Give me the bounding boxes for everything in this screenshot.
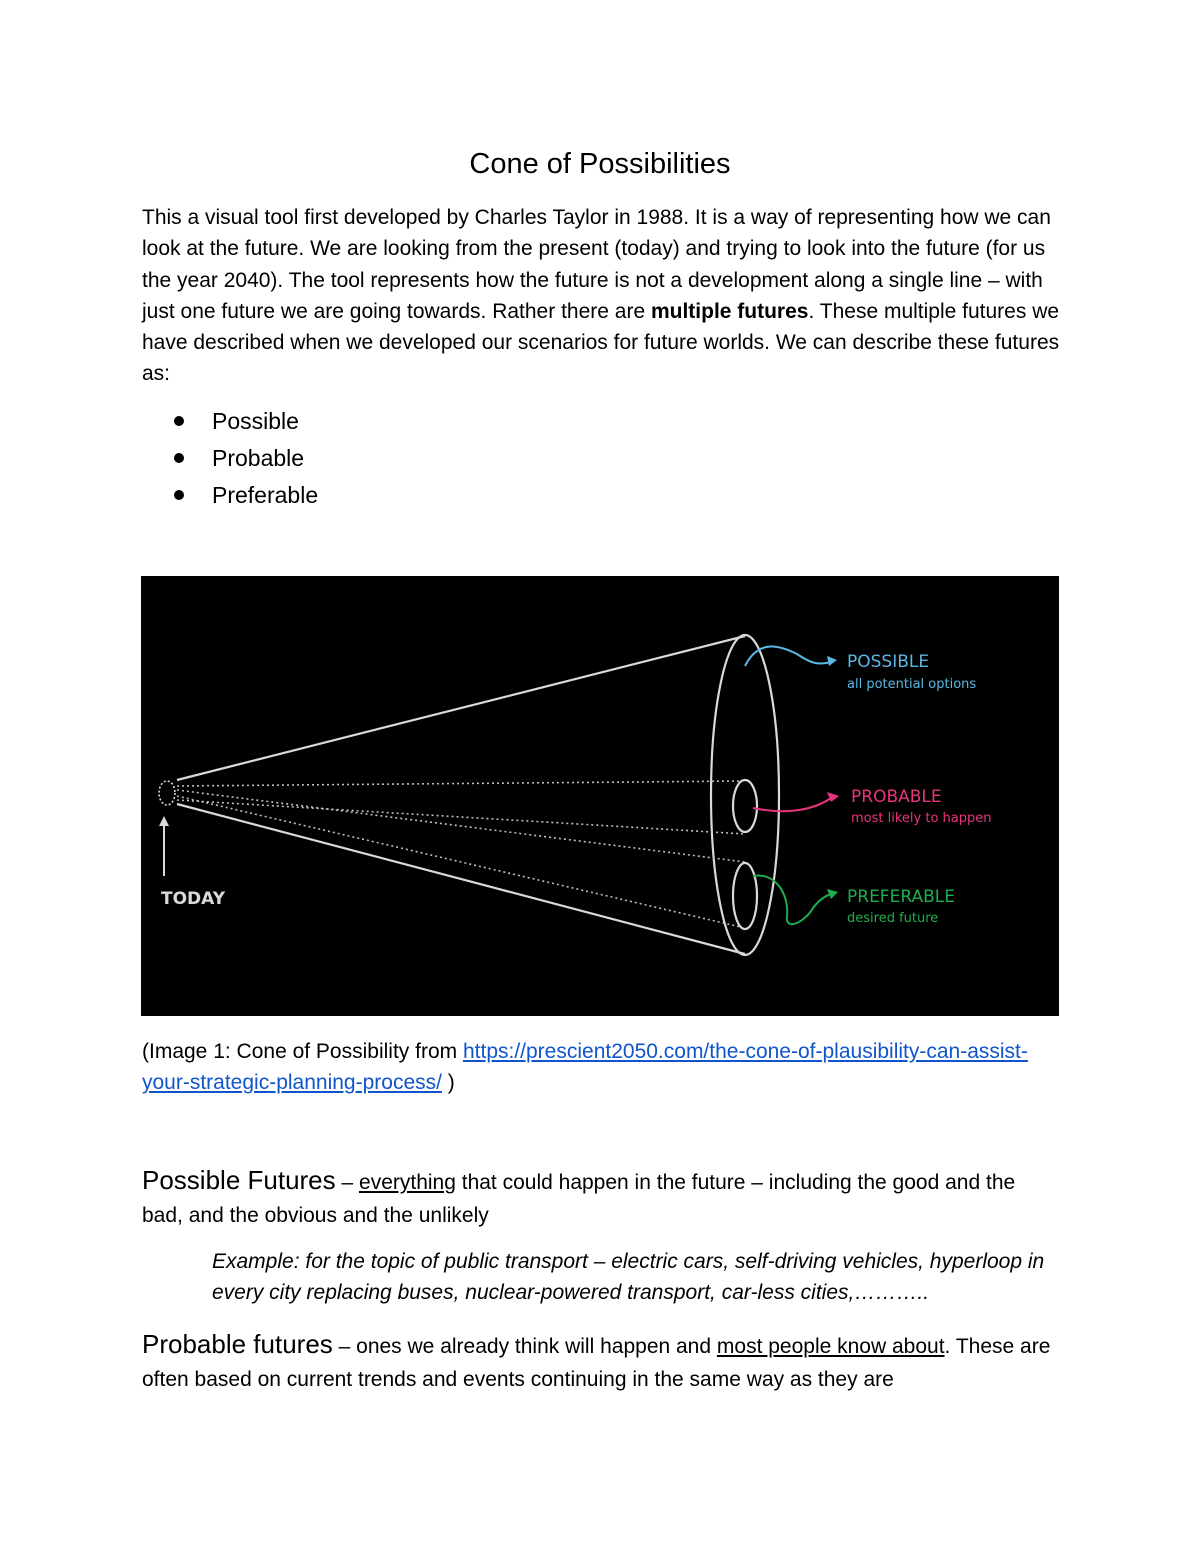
probable-top-dotted — [177, 781, 745, 786]
possible-underlined: everything — [359, 1171, 456, 1194]
possible-description: that could happen in the future – including the good and the bad, and the obvious and the unlikely — [142, 1171, 1016, 1227]
possible-dash: – — [335, 1171, 360, 1194]
caption-source-link[interactable]: https://prescient2050.com/the-cone-of-plausibility-can-assist-your-strategic-planning-process/ — [142, 1040, 1028, 1094]
preferable-title: PREFERABLE — [847, 887, 955, 907]
probable-title: PROBABLE — [851, 787, 942, 807]
preferable-bottom-dotted — [177, 796, 745, 928]
intro-text-1: This a visual tool first developed by Charles Taylor in 1988. It is a way of representing how we can look at the future. We are looking from the present (today) and trying to look into the future (for us the year 2040). The tool represents how the future is not a development along a single line – with just one future we are going towards. Rather there are — [142, 206, 1051, 323]
bullet-item-possible — [212, 406, 299, 436]
example-text: Example: for the topic of public transport – electric cars, self-driving vehicles, hyperloop in every city replacing buses, nuclear-powered transport, car-less cities,………. — [212, 1250, 1045, 1304]
transport-example — [212, 1246, 1060, 1308]
probable-text-1: – ones we already think will happen and — [332, 1335, 717, 1358]
bullet-label: Possible — [212, 408, 299, 434]
cone-of-possibilities-figure — [141, 576, 1059, 1016]
possible-futures-section — [142, 1164, 1060, 1232]
bullet-item-preferable — [212, 480, 318, 510]
intro-text-2: . These multiple futures we have described when we developed our scenarios for future worlds. We can describe these futures as: — [142, 299, 1060, 386]
probable-ellipse — [733, 780, 757, 832]
bullet-dot-icon — [174, 416, 184, 426]
intro-paragraph — [142, 202, 1060, 390]
caption-prefix: (Image 1: Cone of Possibility from — [142, 1040, 463, 1063]
bullet-dot-icon — [174, 453, 184, 463]
today-arrowhead-icon — [159, 816, 169, 826]
figure-caption — [142, 1036, 1060, 1098]
possible-arrow-icon — [745, 646, 831, 666]
bullet-dot-icon — [174, 490, 184, 500]
probable-bottom-dotted — [177, 800, 745, 834]
today-label: TODAY — [161, 889, 225, 909]
cone-diagram — [141, 576, 1059, 1016]
probable-subtitle: most likely to happen — [851, 811, 992, 826]
example-trailing: . — [923, 1281, 930, 1304]
cone-top-edge — [177, 636, 745, 780]
preferable-ellipse — [733, 863, 757, 929]
possible-futures-heading: Possible Futures — [142, 1165, 336, 1195]
bullet-item-probable — [212, 443, 304, 473]
preferable-arrow-icon — [753, 876, 831, 925]
today-point — [159, 781, 175, 805]
probable-text-2: . These are often based on current trends and events continuing in the same way as they are — [142, 1335, 1051, 1391]
probable-underlined: most people know about — [716, 1335, 945, 1358]
probable-futures-heading: Probable futures — [142, 1329, 333, 1359]
bullet-label: Probable — [212, 445, 305, 471]
preferable-subtitle: desired future — [847, 911, 939, 926]
intro-bold-text: multiple futures — [650, 299, 809, 323]
probable-futures-section — [142, 1328, 1060, 1396]
possible-arrowhead-icon — [827, 656, 837, 666]
possible-subtitle: all potential options — [847, 677, 977, 692]
page-title: Cone of Possibilities — [469, 148, 731, 180]
caption-suffix: ) — [441, 1071, 455, 1094]
probable-arrow-icon — [753, 798, 831, 811]
bullet-label: Preferable — [212, 482, 319, 508]
possible-title: POSSIBLE — [847, 652, 930, 672]
